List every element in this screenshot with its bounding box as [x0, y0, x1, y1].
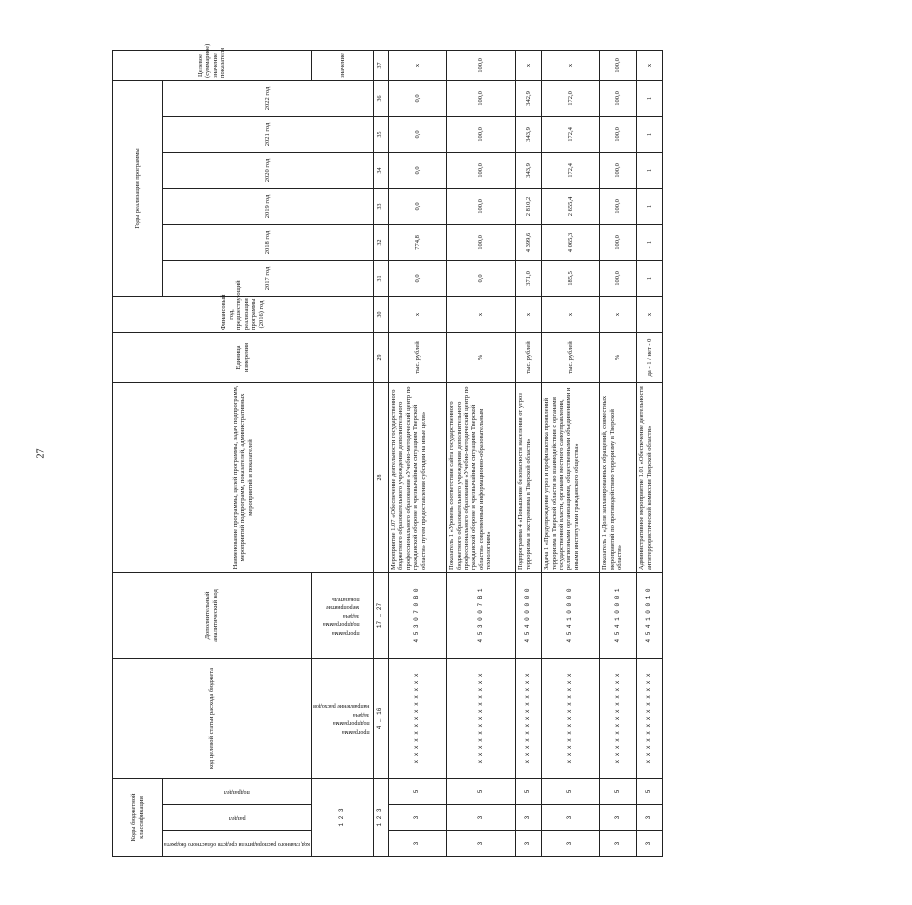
colnum-33: 33 [373, 188, 388, 224]
row-base-year: х [388, 296, 446, 332]
header-base-year: Финансовый год, предшествующий реализации программы (2016) год [113, 296, 374, 332]
code-cell: 3 [637, 805, 663, 831]
row-unit: тыс. рублей [516, 332, 542, 382]
table-row [542, 50, 600, 856]
colnum-35: 35 [373, 116, 388, 152]
code-cell: 3 [637, 831, 663, 857]
colnum-36: 36 [373, 80, 388, 116]
row-year-value: 172,4 [542, 116, 600, 152]
row-target-value: х [516, 50, 542, 80]
header-year-2019: 2019 год [163, 188, 374, 224]
row-year-value: 1 [637, 116, 663, 152]
budget-program-table [112, 43, 663, 857]
page-number: 27 [35, 448, 47, 459]
row-year-value: 4 065,3 [542, 224, 600, 260]
row-year-value: 100,0 [600, 80, 637, 116]
row-year-value: 185,5 [542, 260, 600, 296]
row-year-value: 100,0 [600, 188, 637, 224]
colnum-additional: 17 … 27 [373, 572, 388, 658]
header-budget-codes: Коды бюджетной классификации [113, 778, 163, 856]
row-year-value: 371,0 [516, 260, 542, 296]
table-row [637, 50, 663, 856]
row-year-value: 0,0 [388, 80, 446, 116]
header-additional-sub: программа подпрограмма задача мероприятие показатель [311, 572, 373, 658]
colnum-target-article: 4 … 16 [373, 658, 388, 778]
code-cell: 5 [447, 778, 516, 804]
header-year-2022: 2022 год [163, 80, 374, 116]
code-cell: 5 [516, 778, 542, 804]
code-cell: 3 [516, 805, 542, 831]
row-year-value: 100,0 [447, 116, 516, 152]
row-target-value: 100,0 [447, 50, 516, 80]
colnum-34: 34 [373, 152, 388, 188]
target-article-codes: х х х х х х х х х х х х х [516, 658, 542, 778]
table-row [516, 50, 542, 856]
colnum-37: 37 [373, 50, 388, 80]
code-cell: 3 [542, 831, 600, 857]
code-cell: 5 [637, 778, 663, 804]
colnum-29: 29 [373, 332, 388, 382]
table-row [447, 50, 516, 856]
row-year-value: 2 655,4 [542, 188, 600, 224]
row-year-value: 100,0 [447, 152, 516, 188]
header-unit: Единица измерения [113, 332, 374, 382]
row-year-value: 172,4 [542, 152, 600, 188]
row-year-value: 100,0 [600, 116, 637, 152]
header-program-codes: программа подпрограмма задача направление расходов [311, 658, 373, 778]
row-name: Показатель 1 «Доля запланированных обращений, совместных мероприятий по противодействию терроризму в Тверской области» [600, 382, 637, 572]
code-cell: 3 [516, 831, 542, 857]
row-unit: тыс. рублей [388, 332, 446, 382]
header-year-2020: 2020 год [163, 152, 374, 188]
target-article-codes: х х х х х х х х х х х х х [388, 658, 446, 778]
row-year-value: 343,9 [516, 116, 542, 152]
header-subsection: подраздел [163, 778, 312, 804]
additional-codes: 4 5 3 0 0 7 В 1 [447, 572, 516, 658]
code-cell: 3 [447, 805, 516, 831]
header-section: раздел [163, 805, 312, 831]
code-cell: 5 [542, 778, 600, 804]
row-year-value: 1 [637, 80, 663, 116]
code-cell: 3 [447, 831, 516, 857]
row-year-value: 172,0 [542, 80, 600, 116]
header-target-value: значение [311, 50, 373, 80]
colnum-32: 32 [373, 224, 388, 260]
colnum-codes: 1 2 3 [373, 778, 388, 856]
row-name: Показатель 1 «Уровень соответствия сайта государственного бюджетного образовательного учреждения дополнительного профессионального образования «Учебно-методический центр по гражданской обороне и чрезвычайным ситуациям Тверской области» современным информационно-образовательным технологиям» [447, 382, 516, 572]
header-years-group: Годы реализации программы [113, 80, 163, 296]
row-target-value: 100,0 [600, 50, 637, 80]
row-year-value: 0,0 [388, 152, 446, 188]
additional-codes: 4 5 4 1 0 0 1 0 [637, 572, 663, 658]
row-base-year: х [542, 296, 600, 332]
row-year-value: 0,0 [388, 188, 446, 224]
row-target-value: х [388, 50, 446, 80]
row-year-value: 4 399,6 [516, 224, 542, 260]
row-target-value: х [542, 50, 600, 80]
header-main-manager: код главного распорядителя средств областного бюджета [163, 831, 312, 857]
row-year-value: 1 [637, 260, 663, 296]
header-additional-code: Дополнительный аналитический код [113, 572, 312, 658]
colnum-31: 31 [373, 260, 388, 296]
row-base-year: х [637, 296, 663, 332]
code-cell: 3 [600, 805, 637, 831]
row-name: Задача 1 «Предупреждение угроз и профилактика проявлений терроризма в Тверской области во взаимодействии с органами государственной власти, органами местного самоуправления, религиозными организациями, общественными объединениями и иными институтами гражданского общества» [542, 382, 600, 572]
row-unit: % [600, 332, 637, 382]
row-year-value: 100,0 [600, 152, 637, 188]
header-name: Наименование программы, целей программы, задач подпрограмм, мероприятий подпрограмм, показателей, административных мероприятий и показателей [113, 382, 374, 572]
table-row [600, 50, 637, 856]
row-year-value: 0,0 [388, 260, 446, 296]
row-target-value: х [637, 50, 663, 80]
row-name: Мероприятие 1.07 «Обеспечение деятельности государственного бюджетного образовательного учреждения дополнительного профессионального образования «Учебно-методический центр по гражданской обороне и чрезвычайным ситуациям Тверской области» путем предоставления субсидии на иные цели» [388, 382, 446, 572]
code-cell: 3 [600, 831, 637, 857]
target-article-codes: х х х х х х х х х х х х х [637, 658, 663, 778]
additional-codes: 4 5 3 0 7 0 В 0 [388, 572, 446, 658]
row-year-value: 0,0 [447, 260, 516, 296]
header-target-group: Целевое (суммарное) значение показателя [113, 50, 312, 80]
row-base-year: х [447, 296, 516, 332]
row-name: Административное мероприятие 1.01 «Обеспечение деятельности антитеррористической комиссии Тверской области» [637, 382, 663, 572]
row-year-value: 774,8 [388, 224, 446, 260]
row-base-year: х [516, 296, 542, 332]
header-code-digits: 1 2 3 [311, 778, 373, 856]
code-cell: 3 [542, 805, 600, 831]
colnum-30: 30 [373, 296, 388, 332]
target-article-codes: х х х х х х х х х х х х х [600, 658, 637, 778]
row-year-value: 342,9 [516, 80, 542, 116]
row-unit: тыс. рублей [542, 332, 600, 382]
code-cell: 5 [388, 778, 446, 804]
code-cell: 3 [388, 805, 446, 831]
row-year-value: 1 [637, 188, 663, 224]
additional-codes: 4 5 4 0 0 0 0 0 [516, 572, 542, 658]
row-year-value: 1 [637, 224, 663, 260]
rotated-table-wrapper [112, 43, 912, 857]
colnum-28: 28 [373, 382, 388, 572]
header-target-article: код целевой статьи расхода бюджета [113, 658, 312, 778]
row-year-value: 1 [637, 152, 663, 188]
row-year-value: 100,0 [447, 224, 516, 260]
row-year-value: 2 810,2 [516, 188, 542, 224]
row-name: Подпрограмма 4 «Повышение безопасности населения от угроз терроризма и экстремизма в Тверской области» [516, 382, 542, 572]
header-year-2021: 2021 год [163, 116, 374, 152]
additional-codes: 4 5 4 1 0 0 0 1 [600, 572, 637, 658]
code-cell: 3 [388, 831, 446, 857]
table-row [388, 50, 446, 856]
row-year-value: 100,0 [600, 260, 637, 296]
row-year-value: 100,0 [447, 188, 516, 224]
target-article-codes: х х х х х х х х х х х х х [447, 658, 516, 778]
row-year-value: 100,0 [447, 80, 516, 116]
row-year-value: 343,9 [516, 152, 542, 188]
row-unit: % [447, 332, 516, 382]
row-year-value: 100,0 [600, 224, 637, 260]
row-unit: да - 1 / нет - 0 [637, 332, 663, 382]
row-base-year: х [600, 296, 637, 332]
additional-codes: 4 5 4 1 0 0 0 0 [542, 572, 600, 658]
code-cell: 5 [600, 778, 637, 804]
header-year-2017: 2017 год [163, 260, 374, 296]
row-year-value: 0,0 [388, 116, 446, 152]
header-year-2018: 2018 год [163, 224, 374, 260]
target-article-codes: х х х х х х х х х х х х х [542, 658, 600, 778]
